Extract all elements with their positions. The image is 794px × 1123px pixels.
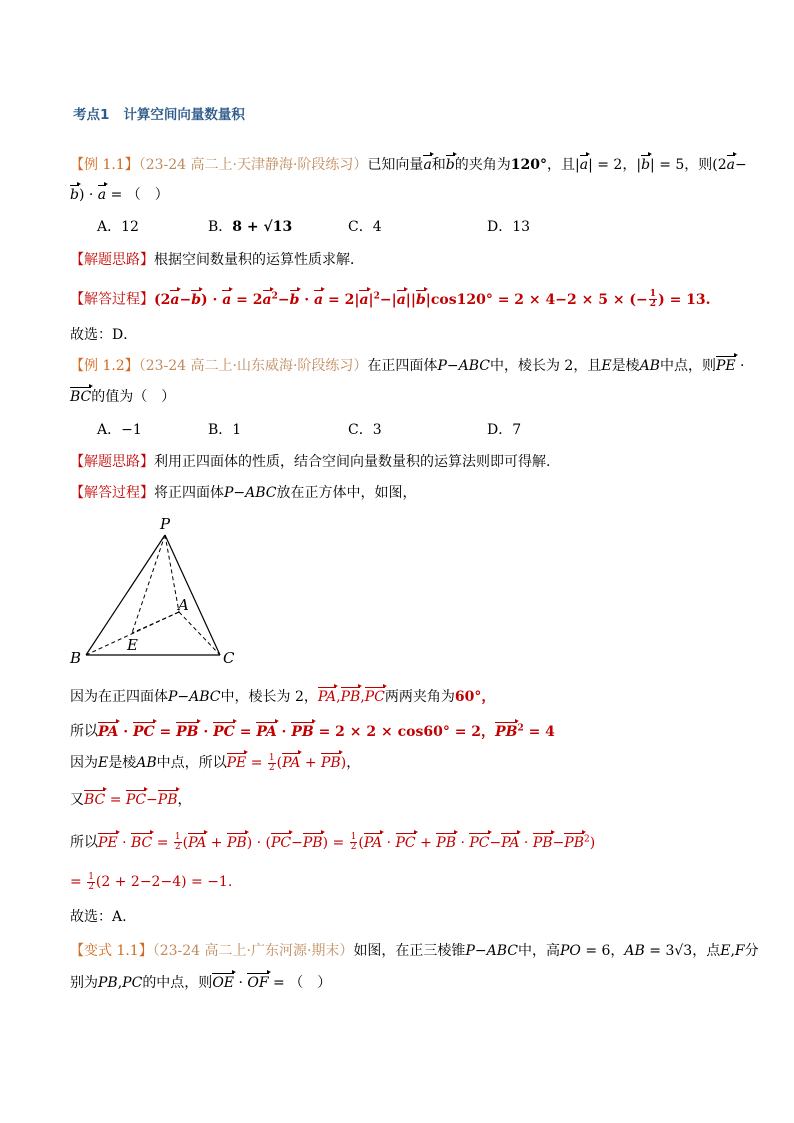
q-text: 中，棱长为 2，且 [489, 358, 602, 374]
q-text: 中点，则 [659, 358, 716, 374]
sol-formula: = 4 [528, 723, 555, 740]
sol-text: 两两夹角为 [384, 689, 455, 705]
example-1-2-question-cont: BC的值为（ ） [70, 386, 730, 408]
thought-label: 【解题思路】 [70, 454, 154, 470]
option-b: B．8 + √13 [208, 219, 293, 235]
q-text: = （ ） [273, 975, 332, 991]
option-b: B．1 [208, 422, 242, 438]
sol-text: 因为在正四面体 [70, 689, 168, 705]
label-A: A [178, 596, 189, 614]
sol-text: 中点，所以 [156, 755, 227, 771]
q-text: | = 5，则(2 [650, 157, 727, 173]
variant-1-1-question: 【变式 1.1】（23-24 高二上·广东河源·期末）如图，在正三棱锥P−ABC中，高PO = 6，AB = 3√3，点E,F分 [70, 943, 759, 959]
solution-line-3: 因为E是棱AB中点，所以PE = $\frac{1}{2}$ (PA + PB)， [70, 752, 361, 773]
label-E: E [127, 636, 138, 654]
variant-1-1-question-cont: 别为PB,PC的中点，则OE · OF = （ ） [70, 972, 730, 994]
option-a: A．12 [97, 219, 139, 235]
q-text: 是棱 [611, 358, 640, 374]
solution-line-1: 因为在正四面体P−ABC中，棱长为 2，PA,PB,PC两两夹角为60°， [70, 686, 730, 708]
tetrahedron-diagram [66, 515, 246, 675]
process-label: 【解答过程】 [70, 485, 154, 501]
label-B: B [70, 649, 82, 667]
q-text: ，点 [692, 943, 721, 959]
variant-source: （23-24 高二上·广东河源·期末） [152, 943, 354, 959]
q-text: 如图，在正三棱锥 [353, 943, 466, 959]
label-C: C [223, 649, 235, 667]
q-text: 的中点，则 [142, 975, 213, 991]
process-label: 【解答过程】 [70, 291, 154, 308]
sol-formula: = 2 × 2 × cos60° = 2， [318, 723, 496, 740]
sol-math: P−ABC [168, 689, 221, 705]
section-title: 计算空间向量数量积 [123, 107, 245, 123]
option-a: A．−1 [97, 422, 142, 438]
sol-text: 所以 [70, 723, 98, 740]
sol-text: 是棱 [108, 755, 137, 771]
example-1-1-thought [70, 249, 730, 271]
q-math: P−ABC [437, 358, 490, 374]
sol-formula: (2 + 2−2−4) = −1. [95, 874, 233, 890]
q-angle: 120° [510, 157, 547, 173]
q-math: P−ABC [224, 485, 277, 501]
thought-text: 根据空间数量积的运算性质求解． [154, 252, 364, 268]
sol-text: 中，棱长为 2， [220, 689, 318, 705]
example-tag: 【例 1.2】 [70, 358, 139, 374]
solution-line-6: = $\frac{1}{2}$ (2 + 2−2−4) = −1. [70, 871, 233, 892]
example-tag: 【例 1.1】 [70, 157, 139, 173]
process-text: 将正四面体 [154, 485, 224, 501]
q-text: 中，高 [517, 943, 560, 959]
label-P: P [160, 515, 171, 533]
example-source: （23-24 高二上·天津静海·阶段练习） [138, 157, 368, 173]
process-formula: cos120° = 2 × 4−2 × 5 × [430, 291, 625, 308]
sol-text: 所以 [70, 834, 98, 851]
example-1-2-question: 【例 1.2】（23-24 高二上·山东威海·阶段练习）在正四面体P−ABC中，棱长为 2，且E是棱AB中点，则PE · [70, 355, 730, 377]
section-label: 考点1 [73, 107, 110, 123]
solution-line-5: 所以PE · BC = $\frac{1}{2}$ (PA + PB) · (PC−PB) = $\frac{1}{2}$ (PA · PC + PB · $PC-PA \cdot PB-PB^2$) [70, 832, 596, 853]
sol-text: 因为 [70, 755, 98, 771]
thought-text: 利用正四面体的性质，结合空间向量数量积的运算法则即可得解. [154, 454, 551, 470]
example-source: （23-24 高二上·山东威海·阶段练习） [138, 358, 368, 374]
variant-tag: 【变式 1.1】 [70, 943, 153, 959]
option-d: D．13 [487, 219, 531, 235]
section-header [73, 103, 259, 123]
q-text: 在正四面体 [367, 358, 438, 374]
q-text: 已知向量 [367, 157, 424, 173]
q-text: = （ ） [110, 187, 169, 203]
process-text: 放在正方体中，如图， [276, 485, 417, 501]
example-1-1-process: 【解答过程】$(2a-b) \cdot a = 2a^2-b \cdot a = 2|a|^2-|a||b|\cos 120^\circ = 2 \times 4-2 \times 5$ × (− $\frac{1}{2}$ ) = 13. [70, 289, 711, 310]
q-text: ， [610, 943, 625, 959]
q-text: ，且| [547, 157, 580, 173]
example-1-1-answer: 故选：D． [70, 327, 138, 343]
q-text: 别为 [70, 975, 98, 991]
sol-angle: 60°， [454, 689, 496, 705]
q-text: 的值为（ ） [91, 389, 176, 405]
example-1-2-process [70, 482, 730, 504]
q-text: 的夹角为 [454, 157, 511, 173]
q-text: | = 2，| [588, 157, 642, 173]
thought-label: 【解题思路】 [70, 252, 154, 268]
example-1-1-question-cont: b) · a = （ ） [70, 184, 730, 206]
q-text: 分 [744, 943, 759, 959]
example-1-2-answer: 故选：A. [70, 909, 127, 925]
sol-text: 又 [70, 792, 84, 808]
example-1-2-thought [70, 451, 730, 473]
solution-line-2: 所以PA · PC = PB · PC = PA · PB = 2 × 2 × cos60° = 2，$PB^2 = 4$ [70, 717, 730, 743]
solution-line-4: 又BC = PC−PB， [70, 789, 730, 811]
example-1-1-question: 【例 1.1】（23-24 高二上·天津静海·阶段练习）已知向量a和b的夹角为120°，且|a| = 2，|b| = 5，则(2a− [70, 154, 730, 176]
option-d: D．7 [487, 422, 522, 438]
option-c: C．4 [348, 219, 382, 235]
option-c: C．3 [348, 422, 382, 438]
process-result: = 13. [669, 291, 711, 308]
